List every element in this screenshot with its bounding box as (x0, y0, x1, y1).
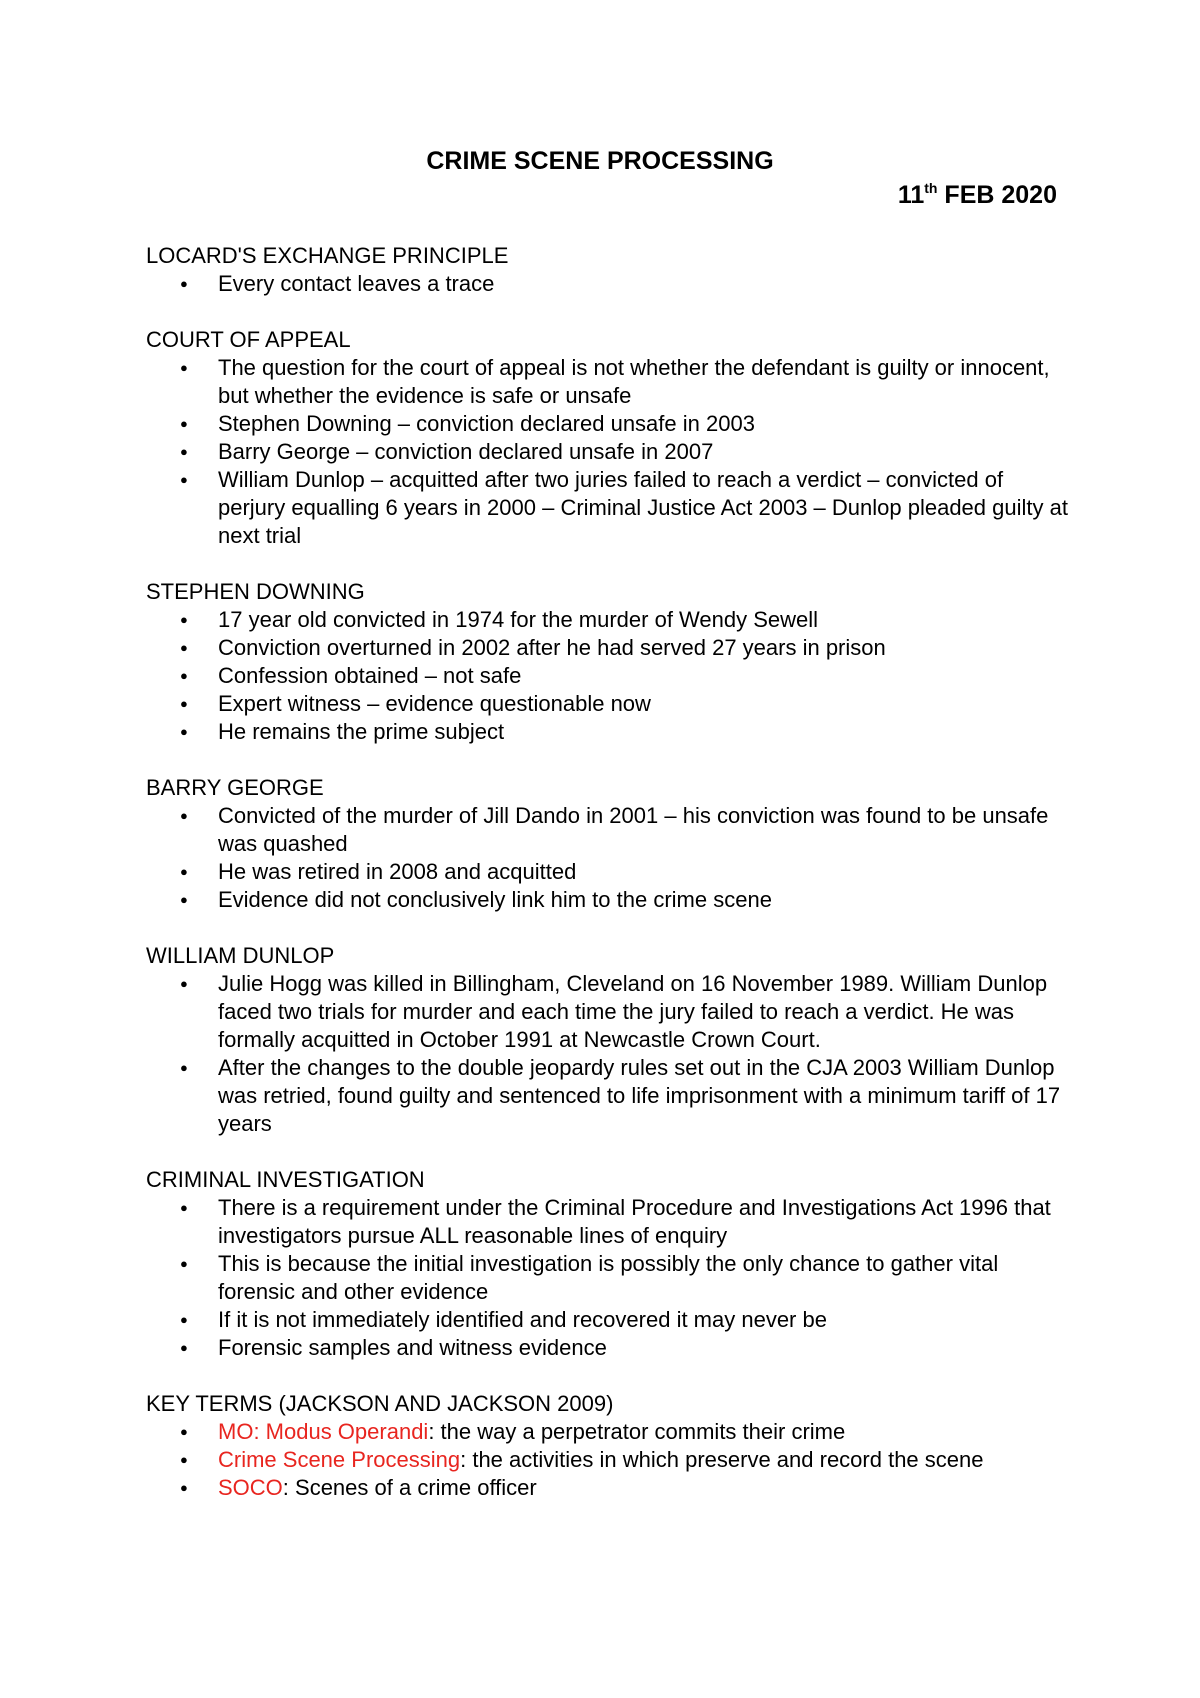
key-term: MO: Modus Operandi (218, 1419, 429, 1444)
section-heading: WILLIAM DUNLOP (146, 943, 335, 968)
section-william-dunlop (146, 942, 1076, 1138)
section-heading: CRIMINAL INVESTIGATION (146, 1167, 425, 1192)
bullet-item: ● 17 year old convicted in 1974 for the murder of Wendy Sewell (218, 606, 1076, 634)
section-criminal-investigation (146, 1166, 1076, 1362)
key-term: SOCO (218, 1475, 283, 1500)
section-heading: COURT OF APPEAL (146, 327, 351, 352)
bullet-item: ● Julie Hogg was killed in Billingham, Cleveland on 16 November 1989. William Dunlop faced two trials for murder and each time the jury failed to reach a verdict. He was formally acquitted in October 1991 at Newcastle Crown Court. (218, 970, 1076, 1054)
bullet-item: ● He was retired in 2008 and acquitted (218, 858, 1076, 886)
key-terms-list (146, 1418, 1076, 1502)
bullet-item: ● Evidence did not conclusively link him to the crime scene (218, 886, 1076, 914)
section-court-of-appeal (146, 326, 1076, 550)
bullet-list (146, 970, 1076, 1138)
date-rest: FEB 2020 (937, 181, 1057, 209)
key-term-item (218, 1418, 1076, 1446)
bullet-list (146, 354, 1076, 550)
bullet-item: ● Barry George – conviction declared unsafe in 2007 (218, 438, 1076, 466)
notes-body (146, 242, 1076, 1530)
bullet-item: ● Forensic samples and witness evidence (218, 1334, 1076, 1362)
section-stephen-downing (146, 578, 1076, 746)
key-term-definition: : Scenes of a crime officer (282, 1475, 537, 1500)
bullet-item: ● The question for the court of appeal is not whether the defendant is guilty or innocent, but whether the evidence is safe or unsafe (218, 354, 1076, 410)
key-term: Crime Scene Processing (218, 1447, 461, 1472)
document-date (898, 180, 1057, 210)
section-heading: LOCARD'S EXCHANGE PRINCIPLE (146, 243, 509, 268)
bullet-item: ● William Dunlop – acquitted after two juries failed to reach a verdict – convicted of perjury equalling 6 years in 2000 – Criminal Justice Act 2003 – Dunlop pleaded guilty at next trial (218, 466, 1076, 550)
bullet-list (146, 802, 1076, 914)
key-term-item (218, 1446, 1076, 1474)
bullet-item: ● After the changes to the double jeopardy rules set out in the CJA 2003 William Dunlop was retried, found guilty and sentenced to life imprisonment with a minimum tariff of 17 years (218, 1054, 1076, 1138)
section-barry-george (146, 774, 1076, 914)
document-title: CRIME SCENE PROCESSING (426, 147, 774, 175)
bullet-item: ● Stephen Downing – conviction declared unsafe in 2003 (218, 410, 1076, 438)
bullet-item: ● If it is not immediately identified and recovered it may never be (218, 1306, 1076, 1334)
bullet-item: ● Every contact leaves a trace (218, 270, 1076, 298)
key-term-item (218, 1474, 1076, 1502)
section-locard (146, 242, 1076, 298)
section-heading: BARRY GEORGE (146, 775, 324, 800)
bullet-item: ● There is a requirement under the Criminal Procedure and Investigations Act 1996 that investigators pursue ALL reasonable lines of enquiry (218, 1194, 1076, 1250)
section-heading: KEY TERMS (JACKSON AND JACKSON 2009) (146, 1391, 614, 1416)
date-day: 11 (897, 181, 925, 209)
bullet-item: ● Conviction overturned in 2002 after he had served 27 years in prison (218, 634, 1076, 662)
bullet-item: ● Convicted of the murder of Jill Dando in 2001 – his conviction was found to be unsafe was quashed (218, 802, 1076, 858)
bullet-list (146, 270, 1076, 298)
bullet-item: ● Expert witness – evidence questionable now (218, 690, 1076, 718)
bullet-item: ● This is because the initial investigation is possibly the only chance to gather vital forensic and other evidence (218, 1250, 1076, 1306)
section-key-terms (146, 1390, 1076, 1502)
bullet-item: ● Confession obtained – not safe (218, 662, 1076, 690)
bullet-list (146, 1194, 1076, 1362)
date-suffix: th (924, 180, 938, 196)
bullet-item: ● He remains the prime subject (218, 718, 1076, 746)
section-heading: STEPHEN DOWNING (146, 579, 365, 604)
key-term-definition: : the activities in which preserve and record the scene (460, 1447, 984, 1472)
key-term-definition: : the way a perpetrator commits their crime (428, 1419, 846, 1444)
bullet-list (146, 606, 1076, 746)
